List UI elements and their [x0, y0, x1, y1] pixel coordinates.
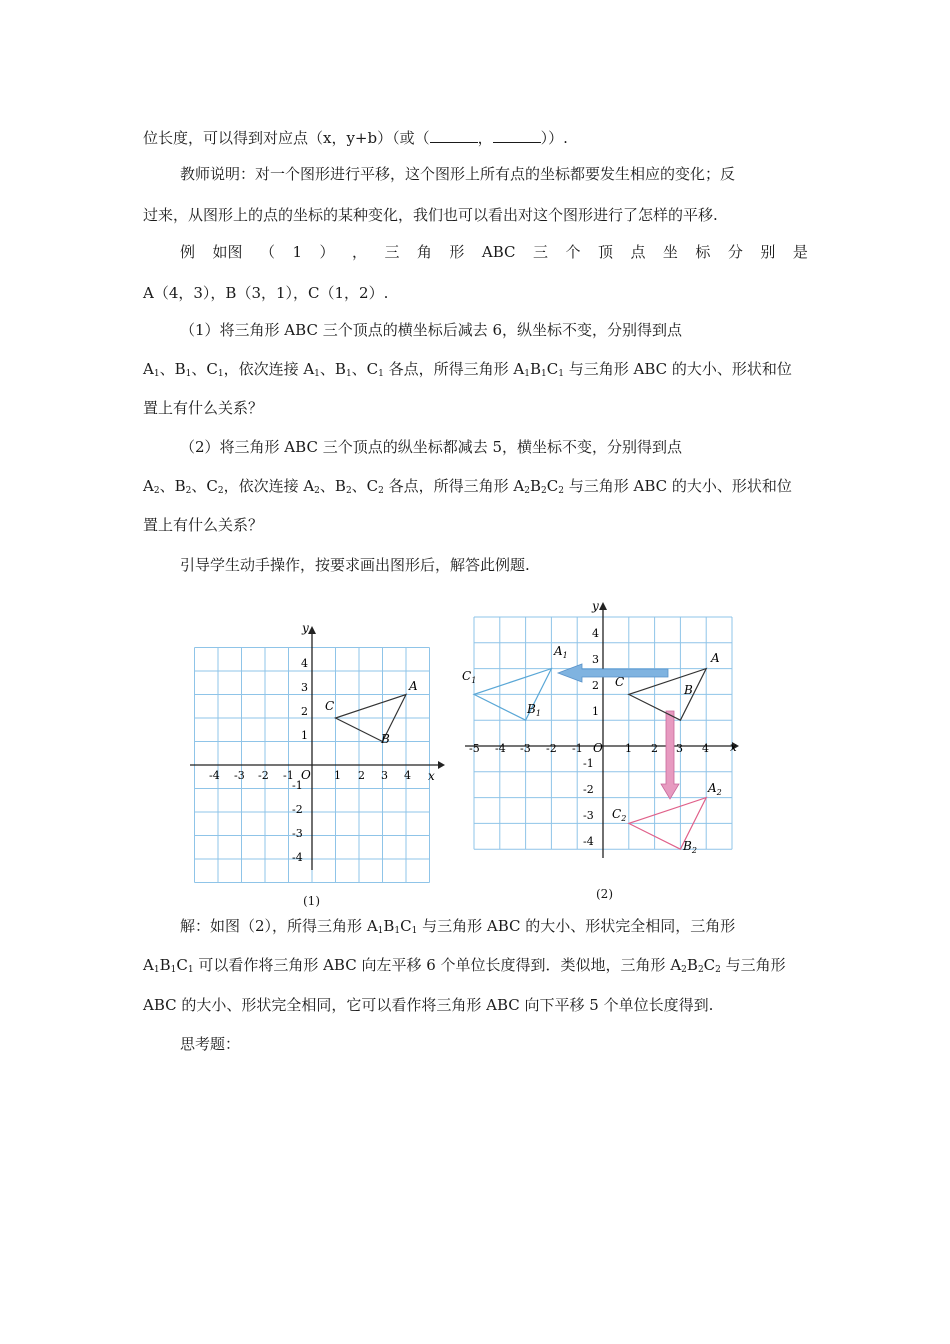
char: ， [351, 243, 367, 261]
vertex-label-b: B [381, 732, 390, 746]
char: 三 [384, 243, 400, 261]
y-tick-label: 2 [592, 679, 599, 692]
char: 别 [760, 243, 776, 261]
origin-label: O [593, 741, 603, 755]
char: 角 [416, 243, 432, 261]
solution-line-1: 解：如图（2），所得三角形 $A_1B_1C_1$ 与三角形 ABC 的大小、形状完全相同，三角形 [180, 917, 736, 936]
question-2-line-2: $A_2$、$B_2$、$C_2$，依次连接 $A_2$、$B_2$、$C_2$ 各点，所得三角形 $A_2B_2C_2$ 与三角形 ABC 的大小、形状和位 [143, 477, 792, 496]
y-tick-label: 1 [592, 705, 599, 718]
y-tick-label: 4 [592, 627, 599, 640]
question-1-line-2: $A_1$、$B_1$、$C_1$，依次连接 $A_1$、$B_1$、$C_1$ 各点，所得三角形 $A_1B_1C_1$ 与三角形 ABC 的大小、形状和位 [143, 360, 792, 379]
y-tick-label: 2 [301, 705, 308, 718]
x-axis-label: x [428, 769, 435, 783]
y-tick-label: -1 [583, 757, 594, 770]
answer-blank-2[interactable] [493, 128, 541, 143]
question-2-line-3: 置上有什么关系？ [143, 516, 264, 534]
teacher-note-line-1: 教师说明：对一个图形进行平移，这个图形上所有点的坐标都要发生相应的变化；反 [180, 165, 736, 183]
teacher-note-line-2: 过来，从图形上的点的坐标的某种变化，我们也可以看出对这个图形进行了怎样的平移. [143, 206, 718, 224]
vertex-label-c: C [325, 699, 335, 713]
vertex-label-c: C [615, 675, 625, 689]
vertex-label-b2: $B_2$ [683, 839, 697, 855]
vertex-label-a2: $A_2$ [708, 781, 722, 797]
char: 如图 [212, 243, 243, 261]
x-tick-label: 2 [651, 742, 658, 755]
char: 顶 [597, 243, 613, 261]
x-tick-label: -2 [546, 742, 557, 755]
x-tick-label: -2 [258, 769, 269, 782]
char: 是 [792, 243, 808, 261]
example-line-1 [180, 242, 808, 262]
figure-1-coordinate-grid [190, 620, 445, 910]
paragraph-coordinate-rule [143, 128, 568, 148]
figure-2-caption: (2) [596, 887, 613, 901]
y-tick-label: -4 [292, 851, 303, 864]
x-tick-label: -4 [209, 769, 220, 782]
answer-blank-1[interactable] [430, 128, 478, 143]
translate-left-arrow-icon [558, 664, 668, 682]
origin-label: O [301, 768, 311, 782]
char: ABC [481, 243, 516, 261]
vertex-label-b1: $B_1$ [527, 702, 541, 718]
char: 例 [180, 243, 196, 261]
y-tick-label: -3 [292, 827, 303, 840]
x-tick-label: -3 [234, 769, 245, 782]
char: 点 [630, 243, 646, 261]
x-tick-label: 4 [404, 769, 411, 782]
y-tick-label: 1 [301, 729, 308, 742]
question-2-line-1: （2）将三角形 ABC 三个顶点的纵坐标都减去 5，横坐标不变，分别得到点 [180, 438, 683, 456]
vertex-label-a: A [409, 679, 418, 693]
char: 个 [565, 243, 581, 261]
y-tick-label: -1 [292, 779, 303, 792]
question-1-line-1: （1）将三角形 ABC 三个顶点的横坐标后减去 6，纵坐标不变，分别得到点 [180, 321, 683, 339]
vertex-label-a1: $A_1$ [554, 644, 568, 660]
x-tick-label: 2 [358, 769, 365, 782]
y-axis-label: y [592, 599, 599, 613]
x-tick-label: -1 [572, 742, 583, 755]
translate-down-arrow-icon [661, 711, 679, 799]
vertex-label-b: B [684, 683, 693, 697]
y-tick-label: 3 [301, 681, 308, 694]
y-tick-label: -3 [583, 809, 594, 822]
x-tick-label: -1 [283, 769, 294, 782]
char: 标 [695, 243, 711, 261]
x-tick-label: 3 [676, 742, 683, 755]
y-tick-label: -2 [583, 783, 594, 796]
char: （ [259, 243, 275, 261]
y-tick-label: 4 [301, 657, 308, 670]
vertex-label-c2: $C_2$ [612, 807, 627, 823]
x-tick-label: -4 [495, 742, 506, 755]
char: 形 [449, 243, 465, 261]
y-tick-label: -2 [292, 803, 303, 816]
text-segment: 位长度，可以得到对应点（x，y+b）（或（ [143, 129, 430, 147]
x-tick-label: 1 [334, 769, 341, 782]
guide-text: 引导学生动手操作，按要求画出图形后，解答此例题. [180, 556, 530, 574]
char: 1 [292, 243, 302, 261]
text-segment: ））. [540, 129, 568, 147]
x-tick-label: -3 [520, 742, 531, 755]
example-line-2: A（4，3），B（3，1），C（1，2）. [143, 284, 389, 302]
x-tick-label: 3 [381, 769, 388, 782]
y-tick-label: -4 [583, 835, 594, 848]
x-axis-arrow-icon [438, 761, 445, 769]
y-tick-label: 3 [592, 653, 599, 666]
solution-line-2: $A_1B_1C_1$ 可以看作将三角形 ABC 向左平移 6 个单位长度得到．类似地，三角形 $A_2B_2C_2$ 与三角形 [143, 956, 786, 975]
think-heading: 思考题： [180, 1035, 241, 1053]
y-axis-arrow-icon [599, 602, 607, 610]
x-tick-label: -5 [469, 742, 480, 755]
vertex-label-c1: $C_1$ [462, 669, 477, 685]
char: 坐 [662, 243, 678, 261]
char: 三 [532, 243, 548, 261]
x-axis-label: x [730, 740, 737, 754]
y-axis-arrow-icon [308, 626, 316, 634]
text-segment: ， [477, 129, 493, 147]
figure-1-caption: (1) [303, 894, 320, 908]
question-1-line-3: 置上有什么关系？ [143, 399, 264, 417]
char: ） [319, 243, 335, 261]
x-tick-label: 4 [702, 742, 709, 755]
vertex-label-a: A [711, 651, 720, 665]
char: 分 [727, 243, 743, 261]
figure-2-coordinate-grid [460, 596, 750, 866]
y-axis-label: y [302, 621, 309, 635]
solution-line-3: ABC 的大小、形状完全相同，它可以看作将三角形 ABC 向下平移 5 个单位长度得到. [143, 996, 714, 1014]
x-tick-label: 1 [625, 742, 632, 755]
